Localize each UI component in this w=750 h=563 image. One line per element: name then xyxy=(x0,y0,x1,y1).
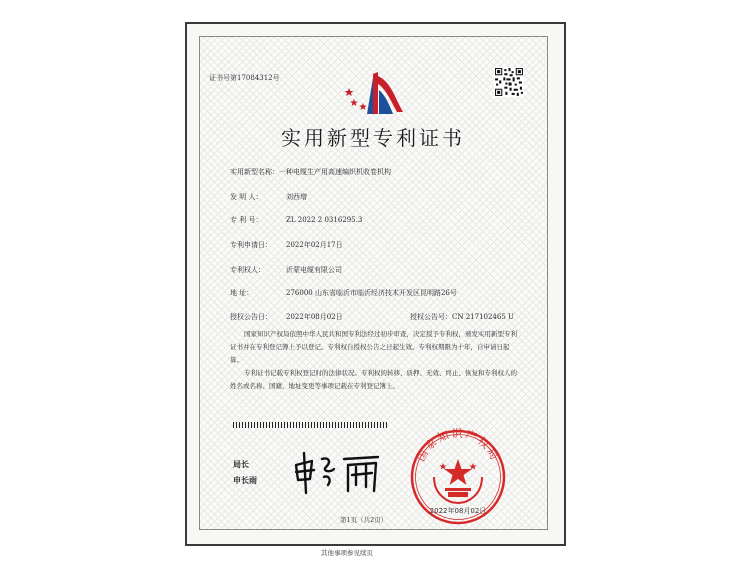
page-number: 第1页（共2页） xyxy=(340,516,388,524)
grant-paragraph: 国家知识产权局依照中华人民共和国专利法经过初步审查，决定授予专利权，颁发实用新型专利证书并在专利登记簿上予以登记。专利权自授权公告之日起生效。专利权期限为十年，自申请日起算。 xyxy=(230,330,517,364)
legal-status-paragraph: 专利证书记载专利权登记时的法律状况。专利权的转移、质押、无效、终止、恢复和专利权人的姓名或名称、国籍、地址变更等事项记载在专利登记簿上。 xyxy=(230,369,517,390)
field-label: 地 址： xyxy=(230,289,254,297)
field-label: 实用新型名称： xyxy=(230,168,279,176)
footer-note: 其他事项参见续页 xyxy=(321,549,373,557)
field-value: ZL 2022 2 0316295.3 xyxy=(286,216,363,224)
row-filing-date xyxy=(230,240,343,250)
field-value: 276000 山东省临沂市临沂经济技术开发区昆明路26号 xyxy=(286,289,457,297)
row-patentee xyxy=(230,265,342,275)
field-label: 发 明 人： xyxy=(230,193,263,201)
seal-text: 国家知识产权局 xyxy=(414,427,502,464)
row-grant-date xyxy=(230,312,343,322)
director-title: 局长 xyxy=(233,460,249,469)
row-patent-number xyxy=(230,215,362,225)
barcode-strip xyxy=(233,422,388,428)
row-utility-model-name xyxy=(230,167,391,177)
certificate-number: 证书号第17084312号 xyxy=(209,74,280,82)
director-name: 申长雨 xyxy=(233,476,257,485)
certificate-title: 实用新型专利证书 xyxy=(281,126,465,150)
qr-code-icon xyxy=(494,67,524,97)
svg-text:国家知识产权局 xyxy=(414,427,501,464)
field-value: CN 217102465 U xyxy=(452,313,514,321)
field-label: 专利权人： xyxy=(230,266,265,274)
field-value: 2022年02月17日 xyxy=(286,241,343,249)
patent-office-logo-icon xyxy=(343,68,407,118)
field-label: 专 利 号： xyxy=(230,216,263,224)
director-signature xyxy=(292,447,384,497)
row-address xyxy=(230,288,457,298)
field-value: 2022年08月02日 xyxy=(286,313,343,321)
field-value: 刘西增 xyxy=(286,193,307,201)
field-value: 沂蒙电缆有限公司 xyxy=(286,266,342,274)
field-value: 一种电缆生产用高速编织机收卷机构 xyxy=(279,168,391,176)
field-label: 授权公告日： xyxy=(230,313,272,321)
row-grant-number xyxy=(410,312,514,322)
field-label: 授权公告号： xyxy=(410,313,452,321)
row-inventor xyxy=(230,192,307,202)
field-label: 专利申请日： xyxy=(230,241,272,249)
seal-date: 2022年08月02日 xyxy=(429,507,487,515)
national-emblem-icon xyxy=(408,427,508,527)
